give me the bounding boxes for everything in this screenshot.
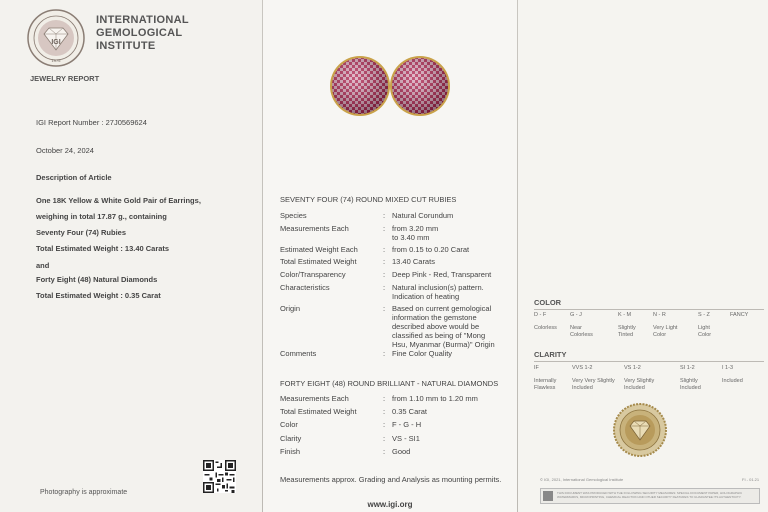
color-grade: K - M bbox=[618, 312, 632, 318]
clarity-grade: IF bbox=[534, 365, 539, 371]
clarity-scale-title: CLARITY bbox=[534, 350, 567, 359]
photography-note: Photography is approximate bbox=[40, 489, 128, 496]
clarity-scale-line bbox=[534, 361, 764, 362]
color-grade: S - Z bbox=[698, 312, 710, 318]
color-scale-title: COLOR bbox=[534, 298, 562, 307]
row-label: Characteristics bbox=[280, 283, 330, 292]
seal-initials: IGI bbox=[51, 39, 61, 46]
row-label: Color/Transparency bbox=[280, 270, 346, 279]
description-line: Forty Eight (48) Natural Diamonds bbox=[36, 275, 158, 284]
row-value: 0.35 Carat bbox=[392, 407, 428, 416]
row-value: from 0.15 to 0.20 Carat bbox=[392, 245, 470, 254]
report-left-panel bbox=[0, 0, 262, 512]
report-middle-panel: SEVENTY FOUR (74) ROUND MIXED CUT RUBIES Species : Natural Corundum Measurements Each : from 3.20 mm to 3.40 mm Estimated Weight Each : from 0.15 to 0.20 Carat Total Estimated Weight : 13.40 Carats Color/Transparency : Deep Pink - Red, Transparent Characteristics : Natural inclusion(s) pattern. Indication of heating Origin : Based on current gemological information the gemstone described above would be classified as being of "Mong Hsu, Myanmar (Burma)" Origin Comments : Fine Color Quality FORTY EIGHT (48) ROUND BRILLIANT - NATURAL DIAMONDS Measurements Each : from 1.10 mm to 1.20 mm Total Estimated Weight : 0.35 Carat Color : F - G - H Clarity : VS - SI1 Finish : Good Measurements approx. Grading and Analysis as mounting permits. www.igi.org bbox=[263, 0, 517, 512]
row-label: Color bbox=[280, 420, 298, 429]
row-label: Measurements Each bbox=[280, 224, 349, 233]
clarity-grade: VS 1-2 bbox=[624, 365, 641, 371]
igi-gold-seal bbox=[613, 403, 667, 457]
copyright-text: © IGI, 2021, International Gemological Institute bbox=[540, 477, 624, 482]
report-date: October 24, 2024 bbox=[36, 146, 94, 155]
measurement-note: Measurements approx. Grading and Analysis as mounting permits. bbox=[280, 475, 502, 484]
clarity-grade: I 1-3 bbox=[722, 365, 734, 371]
row-value: from 3.20 mm to 3.40 mm bbox=[392, 224, 439, 242]
form-code: FI - 01.21 bbox=[742, 477, 760, 482]
row-value: from 1.10 mm to 1.20 mm bbox=[392, 394, 478, 403]
color-scale-line bbox=[534, 309, 764, 310]
row-value: Natural Corundum bbox=[392, 211, 454, 220]
report-number: IGI Report Number : 27J0569624 bbox=[36, 118, 147, 127]
color-description: Slightly Tinted bbox=[618, 325, 636, 338]
website-link[interactable]: www.igi.org bbox=[367, 500, 413, 509]
qr-code[interactable] bbox=[203, 460, 236, 493]
clarity-description: Very Very Slightly Included bbox=[572, 378, 615, 391]
clarity-description: Internally Flawless bbox=[534, 378, 557, 391]
brand-line: INTERNATIONAL bbox=[96, 14, 189, 26]
row-label: Clarity bbox=[280, 434, 302, 443]
description-heading: Description of Article bbox=[36, 173, 112, 182]
color-grade: FANCY bbox=[730, 312, 749, 318]
brand-line: GEMOLOGICAL bbox=[96, 27, 183, 39]
description-line: weighing in total 17.87 g., containing bbox=[36, 212, 167, 221]
color-description: Very Light Color bbox=[653, 325, 678, 338]
diamonds-section-title: FORTY EIGHT (48) ROUND BRILLIANT - NATURAL DIAMONDS bbox=[280, 379, 499, 388]
description-line: Total Estimated Weight : 13.40 Carats bbox=[36, 244, 170, 253]
color-description: Near Colorless bbox=[570, 325, 593, 338]
security-text: THIS DOCUMENT WAS PRODUCED WITH THE FOLLOWING SECURITY MEASURES: SPECIAL DOCUMENT PAPER, HOLOGRAPHIC WATERMARKS, MICROPRINTING, CHEMICAL REACTION AND OTHER SECURITY FEATURES TO GUARANTEE ITS AUTHENTICITY. bbox=[557, 491, 743, 499]
row-value: Fine Color Quality bbox=[392, 349, 453, 358]
row-value: Natural inclusion(s) pattern. Indication of heating bbox=[392, 283, 484, 301]
brand-name bbox=[96, 14, 189, 53]
row-label: Comments bbox=[280, 349, 317, 358]
row-label: Estimated Weight Each bbox=[280, 245, 358, 254]
row-value: Good bbox=[392, 447, 411, 456]
description-line: Seventy Four (74) Rubies bbox=[36, 228, 127, 237]
row-label: Origin bbox=[280, 304, 301, 313]
color-description: Light Color bbox=[698, 325, 712, 338]
row-label: Finish bbox=[280, 447, 301, 456]
security-logo-icon bbox=[543, 491, 553, 501]
row-label: Measurements Each bbox=[280, 394, 349, 403]
row-label: Total Estimated Weight bbox=[280, 257, 357, 266]
earrings-photo bbox=[325, 50, 455, 120]
brand-line: INSTITUTE bbox=[96, 40, 156, 52]
clarity-grade: SI 1-2 bbox=[680, 365, 695, 371]
rubies-section-title: SEVENTY FOUR (74) ROUND MIXED CUT RUBIES bbox=[280, 195, 457, 204]
row-value: 13.40 Carats bbox=[392, 257, 435, 266]
row-value: VS - SI1 bbox=[392, 434, 420, 443]
report-title: JEWELRY REPORT bbox=[30, 74, 100, 83]
color-grade: N - R bbox=[653, 312, 666, 318]
right-earring bbox=[390, 56, 450, 116]
description-line: One 18K Yellow & White Gold Pair of Earrings, bbox=[36, 196, 201, 205]
security-footer bbox=[540, 488, 760, 504]
row-label: Total Estimated Weight bbox=[280, 407, 357, 416]
color-grade: G - J bbox=[570, 312, 582, 318]
row-value: Deep Pink - Red, Transparent bbox=[392, 270, 492, 279]
clarity-description: Very Slightly Included bbox=[624, 378, 655, 391]
clarity-grade: VVS 1-2 bbox=[572, 365, 593, 371]
row-value: Based on current gemological information the gemstone described above would be classified as being of "Mong Hsu, Myanmar (Burma)" Origin bbox=[392, 304, 495, 349]
report-right-panel bbox=[518, 0, 768, 512]
igi-seal-logo bbox=[26, 8, 86, 68]
color-grade: D - F bbox=[534, 312, 547, 318]
description-line: and bbox=[36, 261, 50, 270]
row-value: F - G - H bbox=[392, 420, 422, 429]
color-description: Colorless bbox=[534, 325, 557, 331]
clarity-description: Slightly Included bbox=[680, 378, 701, 391]
seal-year: 1975 bbox=[51, 58, 61, 63]
left-earring bbox=[330, 56, 390, 116]
clarity-description: Included bbox=[722, 378, 743, 384]
description-line: Total Estimated Weight : 0.35 Carat bbox=[36, 291, 161, 300]
row-label: Species bbox=[280, 211, 307, 220]
